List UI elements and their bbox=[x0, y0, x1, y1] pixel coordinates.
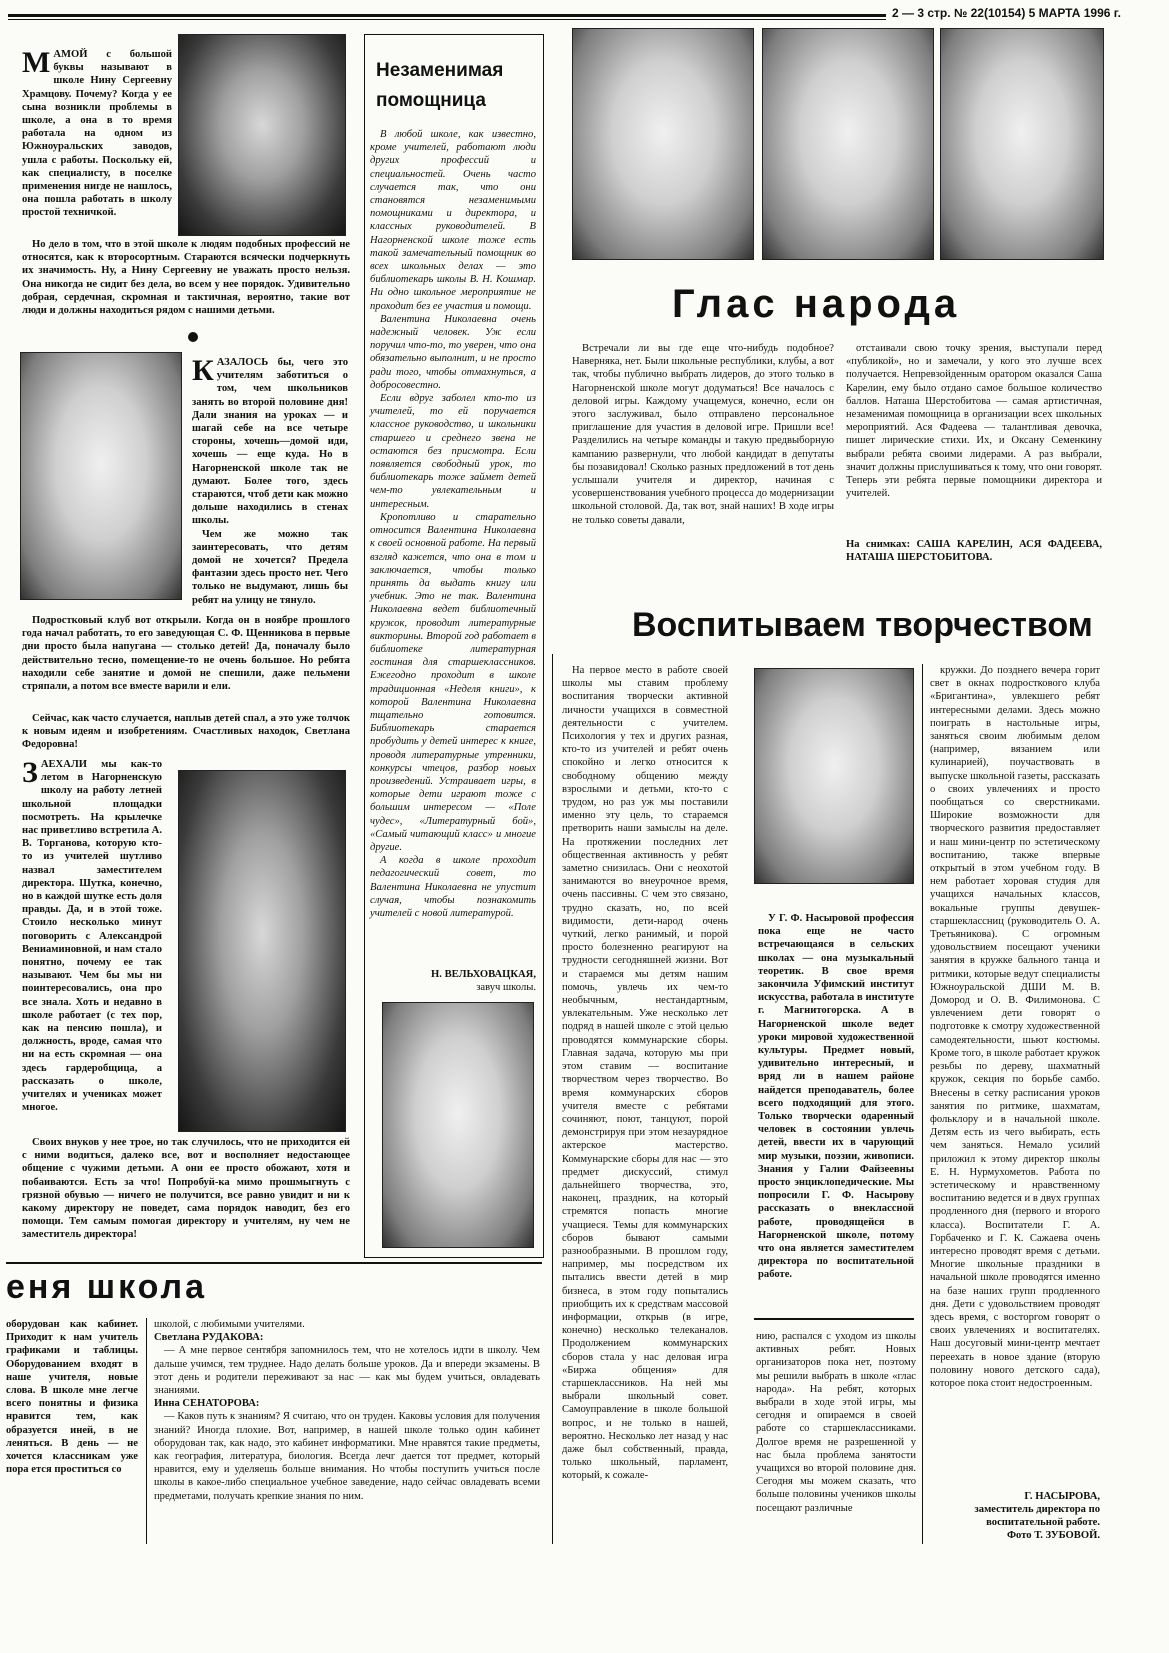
vosp-col1: На первое место в работе своей школы мы ставим проблему воспитания творчески активной личности учащихся в совместной деятельности с учителем. Психология у тех и других разная, кто-то из учителей и ребят очень спокойно и легко относится к свободному общению между взрослыми и детьми, кто-то с трудом, но раз уж мы поставили именно эту цель, то стараемся претворить наши замыслы на деле. На протяжении последних лет общественная активность у ребят заметно снизилась. Они с неохотой занимаются во внеурочное время, очень пассивны. С чем это связано, трудно сказать, но, по всей видимости, дети-народ очень чуткий, легко ранимый, и порой просто болезненно реагируют на трудности сегодняшней жизни. Вот и стараемся мы детям нашим помочь, увлечь их чем-то необычным, нестандартным, увлекательным. Уже несколько лет подряд в нашей школе с этой целью проводятся коммунарские сборы. Главная задача, которую мы при этом ставим — воспитание творчеством через творчество. Во время коммунарских сборов учителя вместе с ребятами сочиняют, поют, танцуют, порой демонстрируя при этом незаурядное актерское мастерство. Коммунарские сборы для нас — это предмет дискуссий, стимул дальнейшего творчества, это, наконец, праздник, на который стремятся попасть многие учащиеся. Темы для коммунарских сборов бывают самыми разнообразными. В прошлом году, например, мы посредством их пытались ввести детей в мир бизнеса, в этом году попытались приобщить их к средствам массовой информации, открыв (в игре, конечно) несколько телеканалов. Продолжением коммунарских сборов стала у нас деловая игра «Биржа общения» для старшеклассников. На ней мы выбрали школьный совет. Самоуправление в школе большой вопрос, и не только в нашей, вероятно. Несколько лет назад у нас даже был собственный, правда, только школьный, парламент, который, к сожале- bbox=[562, 665, 728, 1482]
photo-karelin bbox=[572, 28, 754, 260]
photo-shchennikova bbox=[20, 352, 182, 600]
bottom-col1: оборудован как кабинет. Приходит к нам учитель графиками и таблицы. Оборудованием входят в наше учителя, новые слова. В школе мне легче всего понятны и физика нравится тем, как образуется иней, в не леняться. В день — не хочется классникам уже пора ется проститься со bbox=[6, 1319, 138, 1476]
vosp-col2b: нию, распался с уходом из школы активных ребят. Новых организаторов пока нет, поэтому мы решили выбрать в школе «глас народа». На ребят, которых выбрали в ходе этой игры, мы сегодня и опираемся в своей работе со старшеклассниками. Долгое время не разрешенной у нас была проблема занятости учащихся во второй половине дня. Сегодня мы можем сказать, что больше половины учеников школы посещают различные bbox=[756, 1331, 916, 1514]
vosp-col3: кружки. До позднего вечера горит свет в окнах подросткового клуба «Бригантина», увлекшего ребят интересными делами. Здесь можно поиграть в настольные игры, заняться своим любимым делом (например, вязанием или кулинарией), поучаствовать в выпуске школьной газеты, рассказать о своих увлечениях и просто пообщаться со сверстниками. Широкие возможности для творческого развития предоставляет и наш мини-центр по эстетическому воспитанию, также впервые открытый в этом учебном году. В нем работает хоровая студия для учащихся начальных классов, вокальные группы девушек-старшеклассниц (руководитель О. А. Третьяникова). С огромным удовольствием посещают ученики занятия в кружке бального танца и ритмики, которые ведут специалисты Южноуральской ДШИ М. В. Домород и О. В. Филимонова. С увлечением дети говорят о подготовке к смотру художественной самодеятельности, шьют костюмы. Кроме того, в школе работает кружок резьбы по дереву, шахматный кружок, секция по борьбе самбо. Внесены в сетку расписания уроков занятия по ритмике, шахматам, фольклору и в начальной школе. Детям есть из чего выбирать, есть чем заняться. Немало усилий приложил к этому директор школы Е. Н. Нурмухометов. Работа по эстетическому и нравственному воспитанию ведется и в двух группах продленного дня (первого и второго класса). Воспитатели Г. А. Горбаченко и Г. К. Сажаева очень интересно проводят время с детьми. Многие школьные праздники в начальной школе проводятся именно на базе наших групп продленного дня. Дети с удовольствием проводят здесь время, с восторгом говорят о своих увлечениях и воспитателях. Наш досуговый мини-центр мечтает переехать в новое здание (вторую половину нового детского сада), которое пока стоит недостроенным. bbox=[930, 665, 1100, 1389]
box-p3: Если вдруг заболел кто-то из учителей, то ей поручается классное руководство, и школьники старшего и среднего звена не остаются без присмотра. Если появляется свободный урок, то библиотекарь тоже займет детей чем-то увлекательным и интересным. bbox=[370, 393, 536, 510]
story3-body: Своих внуков у нее трое, но так случилось, что не приходится ей с ними водиться, далеко все, вот и восполняет недостающее общение с чужими детьми. А они ее просто обожают, хотя и побаиваются. Есть за что! Попробуй-ка мимо прошмыгнуть с грязной обувью — ничего не получится, все равно увидит и ни к какому директору не поведет, сама порядок наводит, без его помощи. Тем самым помогая директору и учителям, ну чем не заместитель директора! bbox=[22, 1137, 350, 1241]
story2-end: Сейчас, как часто случается, наплыв детей спал, а это уже толчок к новым идеям и изобретениям. Счастливых находок, Светлана Федоровна! bbox=[22, 713, 350, 751]
photo-koshmar bbox=[382, 1002, 534, 1248]
box-p2: Валентина Николаевна очень надежный человек. Уж если поручил что-то, то уверен, что она обязательно выполнит, и не просто ради того, чтобы отмахнуться, а добросовестно. bbox=[370, 313, 536, 391]
dropcap: З bbox=[22, 756, 38, 789]
dropcap: К bbox=[192, 354, 214, 387]
speaker-senatorova: Инна СЕНАТОРОВА: bbox=[154, 1398, 260, 1410]
bottom-rule bbox=[6, 1262, 542, 1264]
story1-body: Но дело в том, что в этой школе к людям подобных профессий не относятся, как к второсортным. Стараются всячески подчеркнуть их значимость. Ну, а Нину Сергеевну не уважать просто нельзя. Она никогда не сидит без дела, во всем у нее порядок. Удивительно добрая, сердечная, скромная и тактичная, вероятно, такие вот люди и должны находиться рядом с нашими детьми. bbox=[22, 239, 350, 317]
box-signature bbox=[370, 968, 536, 994]
box-p1: В любой школе, как известно, кроме учителей, работают люди других профессий и специальностей. Очень часто случается так, что они становятся незаменимыми помощниками и директора, и классных руководителей. В Нагорненской школе тоже есть такой замечательный помощник во всех школьных делах — это библиотекарь школы В. Н. Кошмар. Ни одно школьное мероприятие не проходит без ее участия и помощи. bbox=[370, 129, 536, 312]
bottom-divider bbox=[146, 1318, 147, 1544]
box-sig-name: Н. ВЕЛЬХОВАЦКАЯ, bbox=[431, 969, 536, 980]
vosp-signature bbox=[930, 1490, 1100, 1542]
story2-text2: Чем же можно так заинтересовать, что детям домой не хочется? Пределa фантазии здесь просто нет. Чего только не выдумают, лишь бы ребят на улицу не тянуло. bbox=[192, 528, 348, 606]
photo-fadeeva bbox=[762, 28, 934, 260]
box-sig-role: завуч школы. bbox=[476, 982, 536, 993]
box-p5: А когда в школе проходит педагогический совет, то Валентина Николаевна не упустит случая, чтобы познакомить учителей с новой литературой. bbox=[370, 855, 536, 919]
vosp-box-rule bbox=[754, 1318, 914, 1320]
story2-lead bbox=[192, 356, 348, 608]
section-bullet bbox=[188, 332, 198, 342]
bottom-col2 bbox=[154, 1318, 540, 1546]
issue-line: 2 — 3 стр. № 22(10154) 5 МАРТА 1996 г. bbox=[892, 6, 1121, 20]
story3-text: АЕХАЛИ мы как-то летом в Нагорненскую школу на работу летней школьной площадки посмотреть. На крылечке нас приветливо встретила А. В. Торганова, которую кто-то из учителей шутливо назвал заместителем директора. Шутка, конечно, но в каждой шутке есть доля правды. Да, и в этой тоже. Стоило несколько минут поговорить с Александрой Вениаминовной, и нам стало понятно, почему ее так называют. Чем бы мы ни поинтересовались, она про все знала. Хоть и недавно в школе работает (с тех пор, как на пенсию пошла), и должность, вроде, самая что ни на есть скромная — она здесь гардеробщица, а рассказать о школе, учителях и учениках может многое. bbox=[22, 759, 162, 1114]
story1-lead bbox=[22, 48, 172, 234]
vosp-divider-left bbox=[552, 654, 553, 1544]
story3-lead bbox=[22, 758, 162, 1130]
header-rule-thin bbox=[8, 19, 886, 20]
photo-hramtsova bbox=[178, 34, 346, 236]
story2-text: АЗАЛОСЬ бы, чего это учителям заботиться о том, чем школьников занять во второй половине дня! Дали знания на уроках — и шагай себе на все четыре стороны, хочешь—домой иди, хочешь — еще куда. Но в Нагорненской школе так не думают. Более того, здесь стараются, чтоб дети как можно дольше находились в стенах школы. bbox=[192, 357, 348, 527]
bottom-col2-intro: школой, с любимыми учителями. bbox=[154, 1319, 305, 1330]
vosp-sig-name: Г. НАСЫРОВА, bbox=[1024, 1491, 1100, 1502]
story2-body: Подростковый клуб вот открыли. Когда он в ноябре прошлого года начал работать, то его заведующая С. Ф. Щенникова в первые дни просто была напугана — столько детей! Да, поначалу было действительно тесно, помещение-то не очень большое. Но ребята находили себе занятие и домой не спешили, даже пельмени стряпали, а потом все вместе варили и ели. bbox=[22, 615, 350, 693]
story1-text: АМОЙ с большой буквы называют в школе Нину Сергеевну Храмцову. Почему? Когда у ее сына возникли проблемы в школе, а она в то время работала на одном из Южноуральских заводов, ушла с работы. Поскольку ей, как специалисту, в поселке применения нигде не нашлось, она пошла работать в школу простой техничкой. bbox=[22, 49, 172, 219]
dropcap: М bbox=[22, 46, 51, 79]
vosp-sig-role: заместитель директора по воспитательной работе. bbox=[974, 1504, 1100, 1528]
glas-col2: отстаивали свою точку зрения, выступали перед «публикой», но и замечали, у кого это лучше всех получается. Непревзойденным оратором оказался Саша Карелин, ему было отдано самое большое количество баллов. Наташа Шерстобитова — самая артистичная, незаменимая помощница в организации всех школьных мероприятий. Ася Фадеева — талантливая девочка, пишет лирические стихи. Их, и Оксану Семенкину выбрали ребята своими лидерами. А раз выбрали, значит должны прислушиваться к тому, что они говорят. Теперь эти ребята первые помощники директора и учителей. bbox=[846, 343, 1102, 500]
glas-col1: Встречали ли вы где еще что-нибудь подобное? Наверняка, нет. Были школьные республики, клубы, а вот так, чтобы публично выбрать лидеров, до этого только в Нагорненской школе могут додуматься! Все началось с деловой игры. Каждому учащемуся, конечно, если он этого заслуживал, было отправлено персональное приглашение для участия в деловой игре. Пришли все! Разделились на четыре команды и такую предвыборную кампанию развернули, что любой кандидат в депутаты бы позавидовал! Сколько разных предложений в тот день услышали учителя и директор, начиная с усовершенствования учебного процесса до модернизации школьной столовой. Да, так вот, знай наших! В ходе игры не только советы давали, bbox=[572, 343, 834, 526]
vosp-title: Воспитываем творчеством bbox=[632, 606, 1093, 644]
photo-sherstobitova bbox=[940, 28, 1104, 260]
vosp-divider-right bbox=[922, 664, 923, 1544]
box-p4: Кропотливо и старательно относится Валентина Николаевна к своей основной работе. На первый взгляд кажется, что она в том и заключается, чтобы только принять да выдать книгу или учебник. Это не так. Валентина Николаевна ведет библиотечный кружок, проводит литературные викторины. Второй год работает в библиотеке литературная гостиная для старшеклассников. Ежегодно проходит в школе традиционная «Неделя книги», к которой Валентина Николаевна тщательно готовится. Библиотекарь старается пробудить у детей интерес к книге, проводя литературные утренники, конкурсы чтецов, разбор новых произведений. Устраивает игры, в которые дети играют тоже с большим интересом — «Поле чудес», «Литературный бой», «Самый читающий класс» и многие другие. bbox=[370, 511, 536, 853]
speaker-rudakova: Светлана РУДАКОВА: bbox=[154, 1332, 264, 1344]
header-rule bbox=[8, 14, 886, 17]
vosp-box-text: У Г. Ф. Насыровой профессия пока еще не часто встречающаяся в сельских школах — она музыкальный теоретик. В свое время закончила Уфимский институт искусства, работала в институте г. Магнитогорска. А в Нагорненской школе ведет уроки мировой художественной культуры. Предмет новый, удивительно интересный, и вряд ли в нашем районе найдется преподаватель, более всего подходящий для этого. Только творчески одаренный человек в состоянии увлечь детей, ввести их в чарующий мир музыки, поэзии, живописи. Знания у Галии Файзеевны просто энциклопедические. Мы попросили Г. Ф. Насырову рассказать о внеклассной работе, проводящейся в Нагорненской школе, потому что она является заместителем директора по воспитательной работе. bbox=[758, 913, 914, 1281]
vosp-photo-credit: Фото Т. ЗУБОВОЙ. bbox=[1006, 1530, 1100, 1541]
photo-nasyrova bbox=[754, 668, 914, 884]
bottom-title: еня школа bbox=[6, 1268, 208, 1306]
glas-title: Глас народа bbox=[672, 282, 961, 326]
glas-caption: На снимках: САША КАРЕЛИН, АСЯ ФАДЕЕВА, НАТАША ШЕРСТОБИТОВА. bbox=[846, 539, 1102, 564]
rudakova-quote: — А мне первое сентября запомнилось тем, что не хотелось идти в школу. Чем дальше учимся, тем труднее. Надо делать больше уроков. Да и впереди экзамены. В этот день и родители переживают за нас — как мы будем учиться, овладевать знаниями. bbox=[154, 1345, 540, 1397]
photo-torganova bbox=[178, 770, 346, 1132]
box-title: Незаменимая помощница bbox=[376, 60, 504, 111]
senatorova-quote: — Каков путь к знаниям? Я считаю, что он труден. Каковы условия для получения знаний? Иногда плохие. Вот, например, в нашей школе только один кабинет оборудован так, как надо, это кабинет информатики. Мне нравятся такие предметы, как география, литература, биология. Всегда лечг дается тот предмет, который нравится, ему и уделяешь больше внимания. Но чтобы поступить учиться после школы в какое-либо специальное учебное заведение, надо сейчас овладевать всеми предметами, получать крепкие знания по ним. bbox=[154, 1411, 540, 1502]
